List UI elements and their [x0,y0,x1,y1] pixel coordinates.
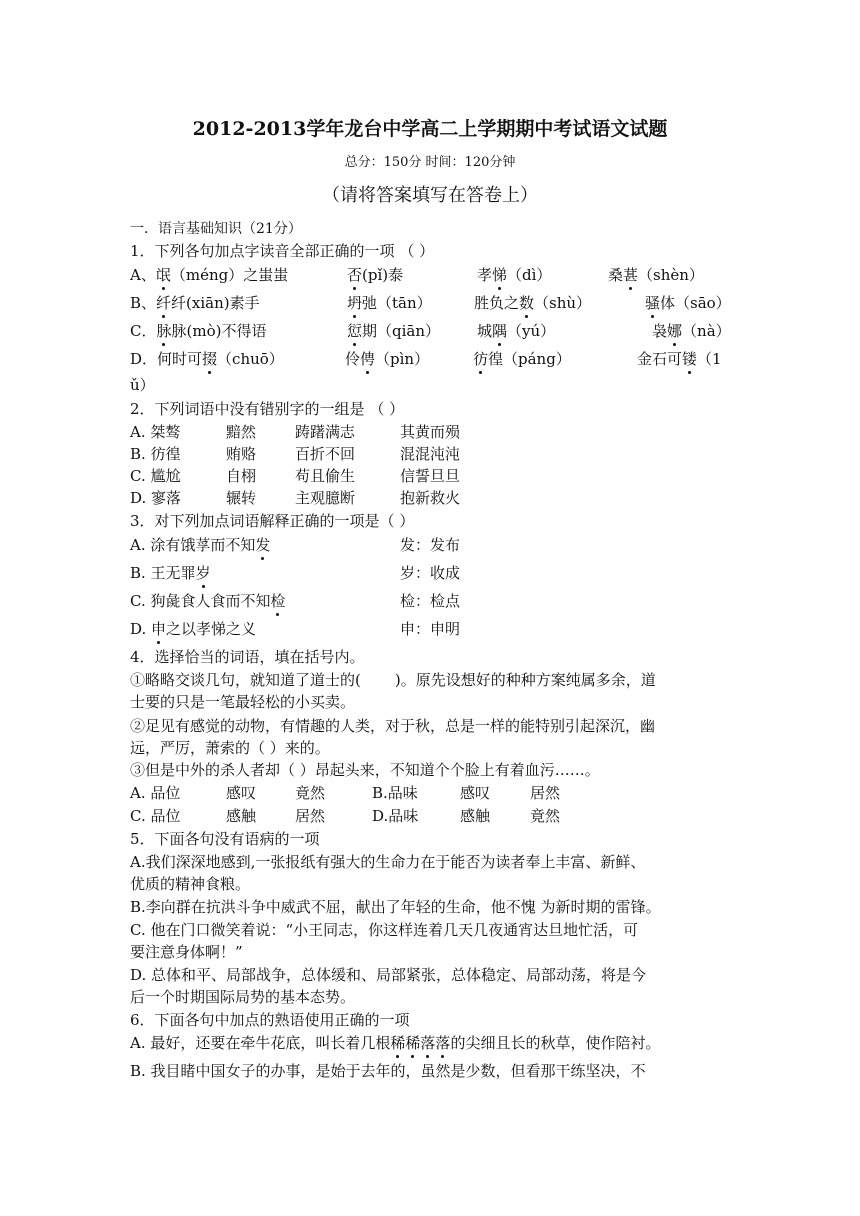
q3-d: D. 申之以孝悌之义 [130,620,257,638]
answer-instruction: （请将答案填写在答卷上） [322,185,538,206]
q5-stem: 5．下面各句没有语病的一项 [130,830,320,848]
q1-a2: 否(pǐ)泰 [347,266,404,284]
q1-a1: A、氓（méng）之蚩蚩 [130,266,289,284]
q2-c3: 苟且偷生 [295,467,356,485]
q2-b2: 贿赂 [226,445,257,463]
q2-b3: 百折不回 [295,445,356,463]
q1-c4: 袅娜（nà） [652,322,731,340]
q1-c2: 愆期（qiān） [347,322,441,340]
q2-c4: 信誓旦旦 [400,467,461,485]
q4-line3: ②足见有感觉的动物，有情趣的人类，对于秋，总是一样的能特别引起深沉，幽 [130,717,656,735]
q1-a4: 桑葚（shèn） [608,266,704,284]
q2-d3: 主观臆断 [295,489,356,507]
q4-opt: 感叹 [460,784,491,802]
q4-opt: A. 品位 [130,784,181,802]
q4-opt: 感叹 [226,784,257,802]
q6-a-emphasis: 稀稀落落 [390,1034,451,1052]
q4-stem: 4．选择恰当的词语，填在括号内。 [130,648,365,666]
q5-line: B.李向群在抗洪斗争中威武不屈，献出了年轻的生命，他不愧 为新时期的雷锋。 [130,898,661,916]
q2-c2: 自栩 [226,467,257,485]
q4-opt: C. 品位 [130,807,181,825]
q3-c: C. 狗彘食人食而不知检 [130,592,286,610]
q1-d2: 伶俜（pìn） [345,350,430,368]
q4-line1: ①略略交谈几句，就知道了道士的( )。原先设想好的种种方案纯属多余，道 [130,671,656,689]
q2-a1: A. 桀骜 [130,423,181,441]
q5-line: D. 总体和平、局部战争，总体缓和、局部紧张，总体稳定、局部动荡，将是今 [130,966,647,984]
q1-d1: D．何时可掇（chuō） [130,350,284,368]
q2-a4: 其黄而殒 [400,423,461,441]
q2-a3: 踌躇满志 [295,423,356,441]
q4-opt: 感触 [460,807,491,825]
q1-stem: 1．下列各句加点字读音全部正确的一项 （ ） [130,242,435,260]
q2-d2: 辗转 [226,489,257,507]
q4-line5: ③但是中外的杀人者却（ ）昂起头来，不知道个个脸上有着血污……。 [130,761,600,779]
score-time-line: 总分：150分 时间：120分钟 [344,155,516,170]
q1-b3: 胜负之数（shù） [474,294,592,312]
q2-b1: B. 彷徨 [130,445,181,463]
section-heading: 一．语言基础知识（21分） [130,221,302,237]
q1-wrap: ǔ） [130,376,155,394]
q1-b4: 骚体（sāo） [645,294,731,312]
q2-d4: 抱新救火 [400,489,461,507]
q4-line4: 远，严厉，萧索的（ ）来的。 [130,739,330,757]
q3-b: B. 王无罪岁 [130,564,211,582]
q4-opt: B.品味 [372,784,418,802]
q2-b4: 混混沌沌 [400,445,461,463]
q2-d1: D. 寥落 [130,489,182,507]
q4-opt: 竟然 [530,807,561,825]
q5-line: C. 他在门口微笑着说：“小王同志，你这样连着几天几夜通宵达旦地忙活，可 [130,921,639,939]
q1-c1: C．脉脉(mò)不得语 [130,322,267,340]
q5-line: A.我们深深地感到,一张报纸有强大的生命力在于能否为读者奉上丰富、新鲜、 [130,853,646,871]
q1-b1: B、纤纤(xiān)素手 [130,294,260,312]
q3-a: A. 涂有饿莩而不知发 [130,536,271,554]
q4-opt: 感触 [226,807,257,825]
q3-stem: 3．对下列加点词语解释正确的一项是（ ） [130,512,415,530]
q5-line: 后一个时期国际局势的基本态势。 [130,988,356,1006]
q4-line2: 士要的只是一笔最轻松的小买卖。 [130,693,356,711]
q2-stem: 2．下列词语中没有错别字的一组是 （ ） [130,400,405,418]
q3-d-def: 申：申明 [400,620,461,638]
exam-title: 2012-2013学年龙台中学高二上学期期中考试语文试题 [192,118,668,140]
q3-a-def: 发：发布 [400,536,461,554]
q2-a2: 黯然 [226,423,257,441]
q3-b-def: 岁：收成 [400,564,461,582]
q4-opt: 居然 [530,784,561,802]
q1-a3: 孝悌（dì） [477,266,552,284]
q1-d3: 彷徨（páng） [473,350,571,368]
q6-stem: 6．下面各句中加点的熟语使用正确的一项 [130,1011,410,1029]
q1-c3: 城隅（yú） [477,322,556,340]
q1-d4: 金石可镂（1 [637,350,722,368]
q1-b2: 坍弛（tān） [347,294,432,312]
q3-c-def: 检：检点 [400,592,461,610]
q5-line: 要注意身体啊！” [130,943,243,961]
q4-opt: D.品味 [372,807,419,825]
q4-opt: 居然 [295,807,326,825]
q6-option-a: A. 最好，还要在牵牛花底，叫长着几根稀稀落落的尖细且长的秋草，使作陪衬。 [130,1034,661,1052]
q4-opt: 竟然 [295,784,326,802]
q5-line: 优质的精神食粮。 [130,875,251,893]
q6-option-b: B. 我目睹中国女子的办事，是始于去年的，虽然是少数，但看那干练坚决，不 [130,1062,646,1080]
q2-c1: C. 尴尬 [130,467,181,485]
